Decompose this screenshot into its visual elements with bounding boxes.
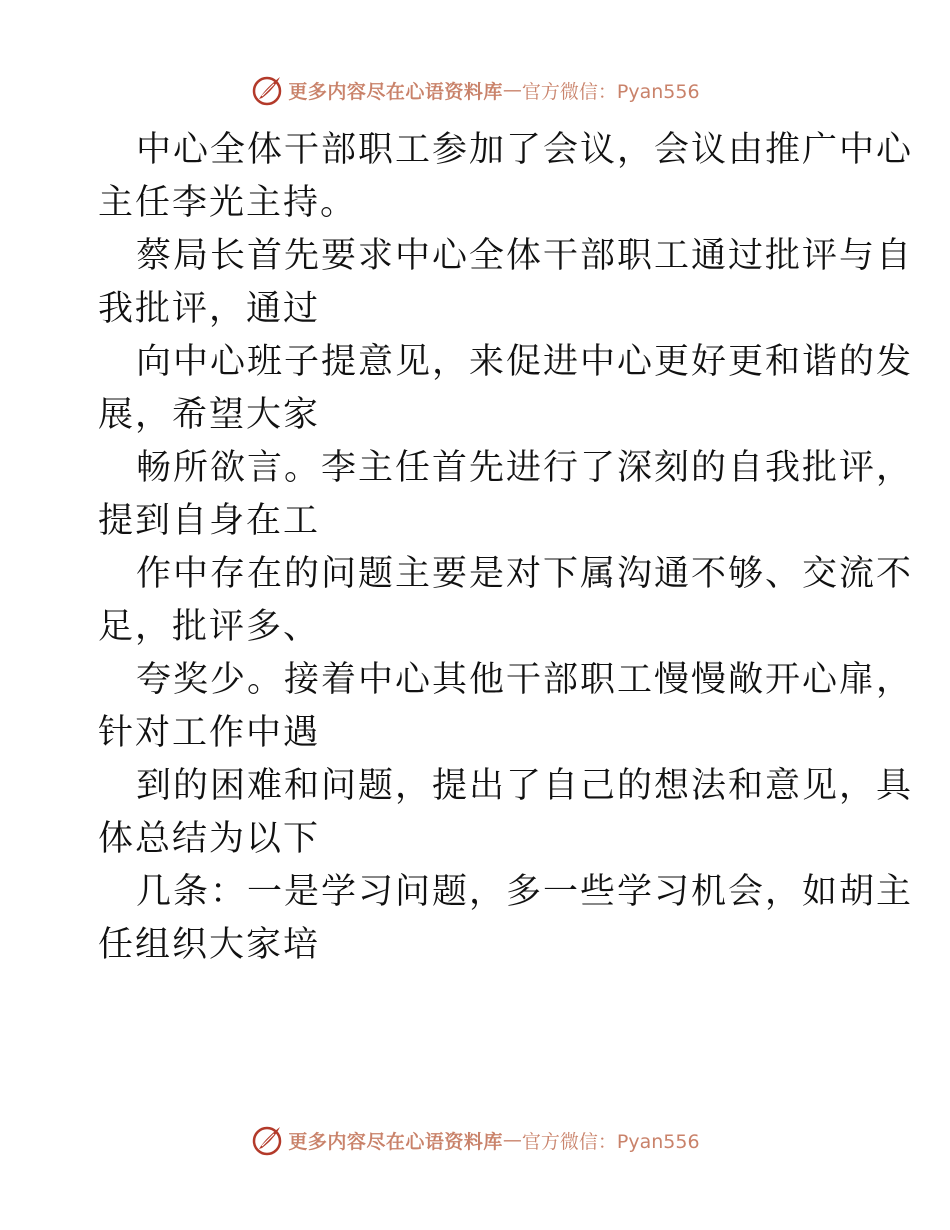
text-line: 向中心班子提意见，来促进中心更好更和谐的发 — [136, 342, 914, 382]
text-line: 作中存在的问题主要是对下属沟通不够、交流不 — [136, 554, 914, 594]
text-line: 展，希望大家 — [98, 395, 321, 435]
document-body — [98, 124, 914, 972]
watermark-title: 更多内容尽在心语资料库 — [288, 80, 503, 103]
text-line: 体总结为以下 — [98, 819, 321, 859]
feather-pen-logo-icon — [250, 1123, 284, 1157]
text-line: 提到自身在工 — [98, 501, 321, 541]
text-line: 夸奖少。接着中心其他干部职工慢慢敞开心扉， — [136, 660, 914, 700]
text-line: 畅所欲言。李主任首先进行了深刻的自我批评， — [136, 448, 914, 488]
text-line: 蔡局长首先要求中心全体干部职工通过批评与自 — [136, 236, 914, 276]
text-line: 到的困难和问题，提出了自己的想法和意见，具 — [136, 766, 914, 806]
header-watermark — [0, 70, 950, 110]
watermark-separator: — — [502, 1129, 522, 1151]
footer-watermark — [0, 1120, 950, 1160]
watermark-separator: — — [502, 79, 522, 101]
text-line: 足，批评多、 — [98, 607, 321, 647]
feather-pen-logo-icon — [250, 73, 284, 107]
watermark-wechat: 官方微信：Pyan556 — [521, 1130, 700, 1153]
text-line: 我批评，通过 — [98, 289, 321, 329]
watermark-wechat: 官方微信：Pyan556 — [521, 80, 700, 103]
text-line: 任组织大家培 — [98, 925, 321, 965]
text-line: 中心全体干部职工参加了会议，会议由推广中心 — [136, 130, 914, 170]
watermark-title: 更多内容尽在心语资料库 — [288, 1130, 503, 1153]
text-line: 主任李光主持。 — [98, 183, 358, 223]
text-line: 几条：一是学习问题，多一些学习机会，如胡主 — [136, 872, 914, 912]
text-line: 针对工作中遇 — [98, 713, 321, 753]
